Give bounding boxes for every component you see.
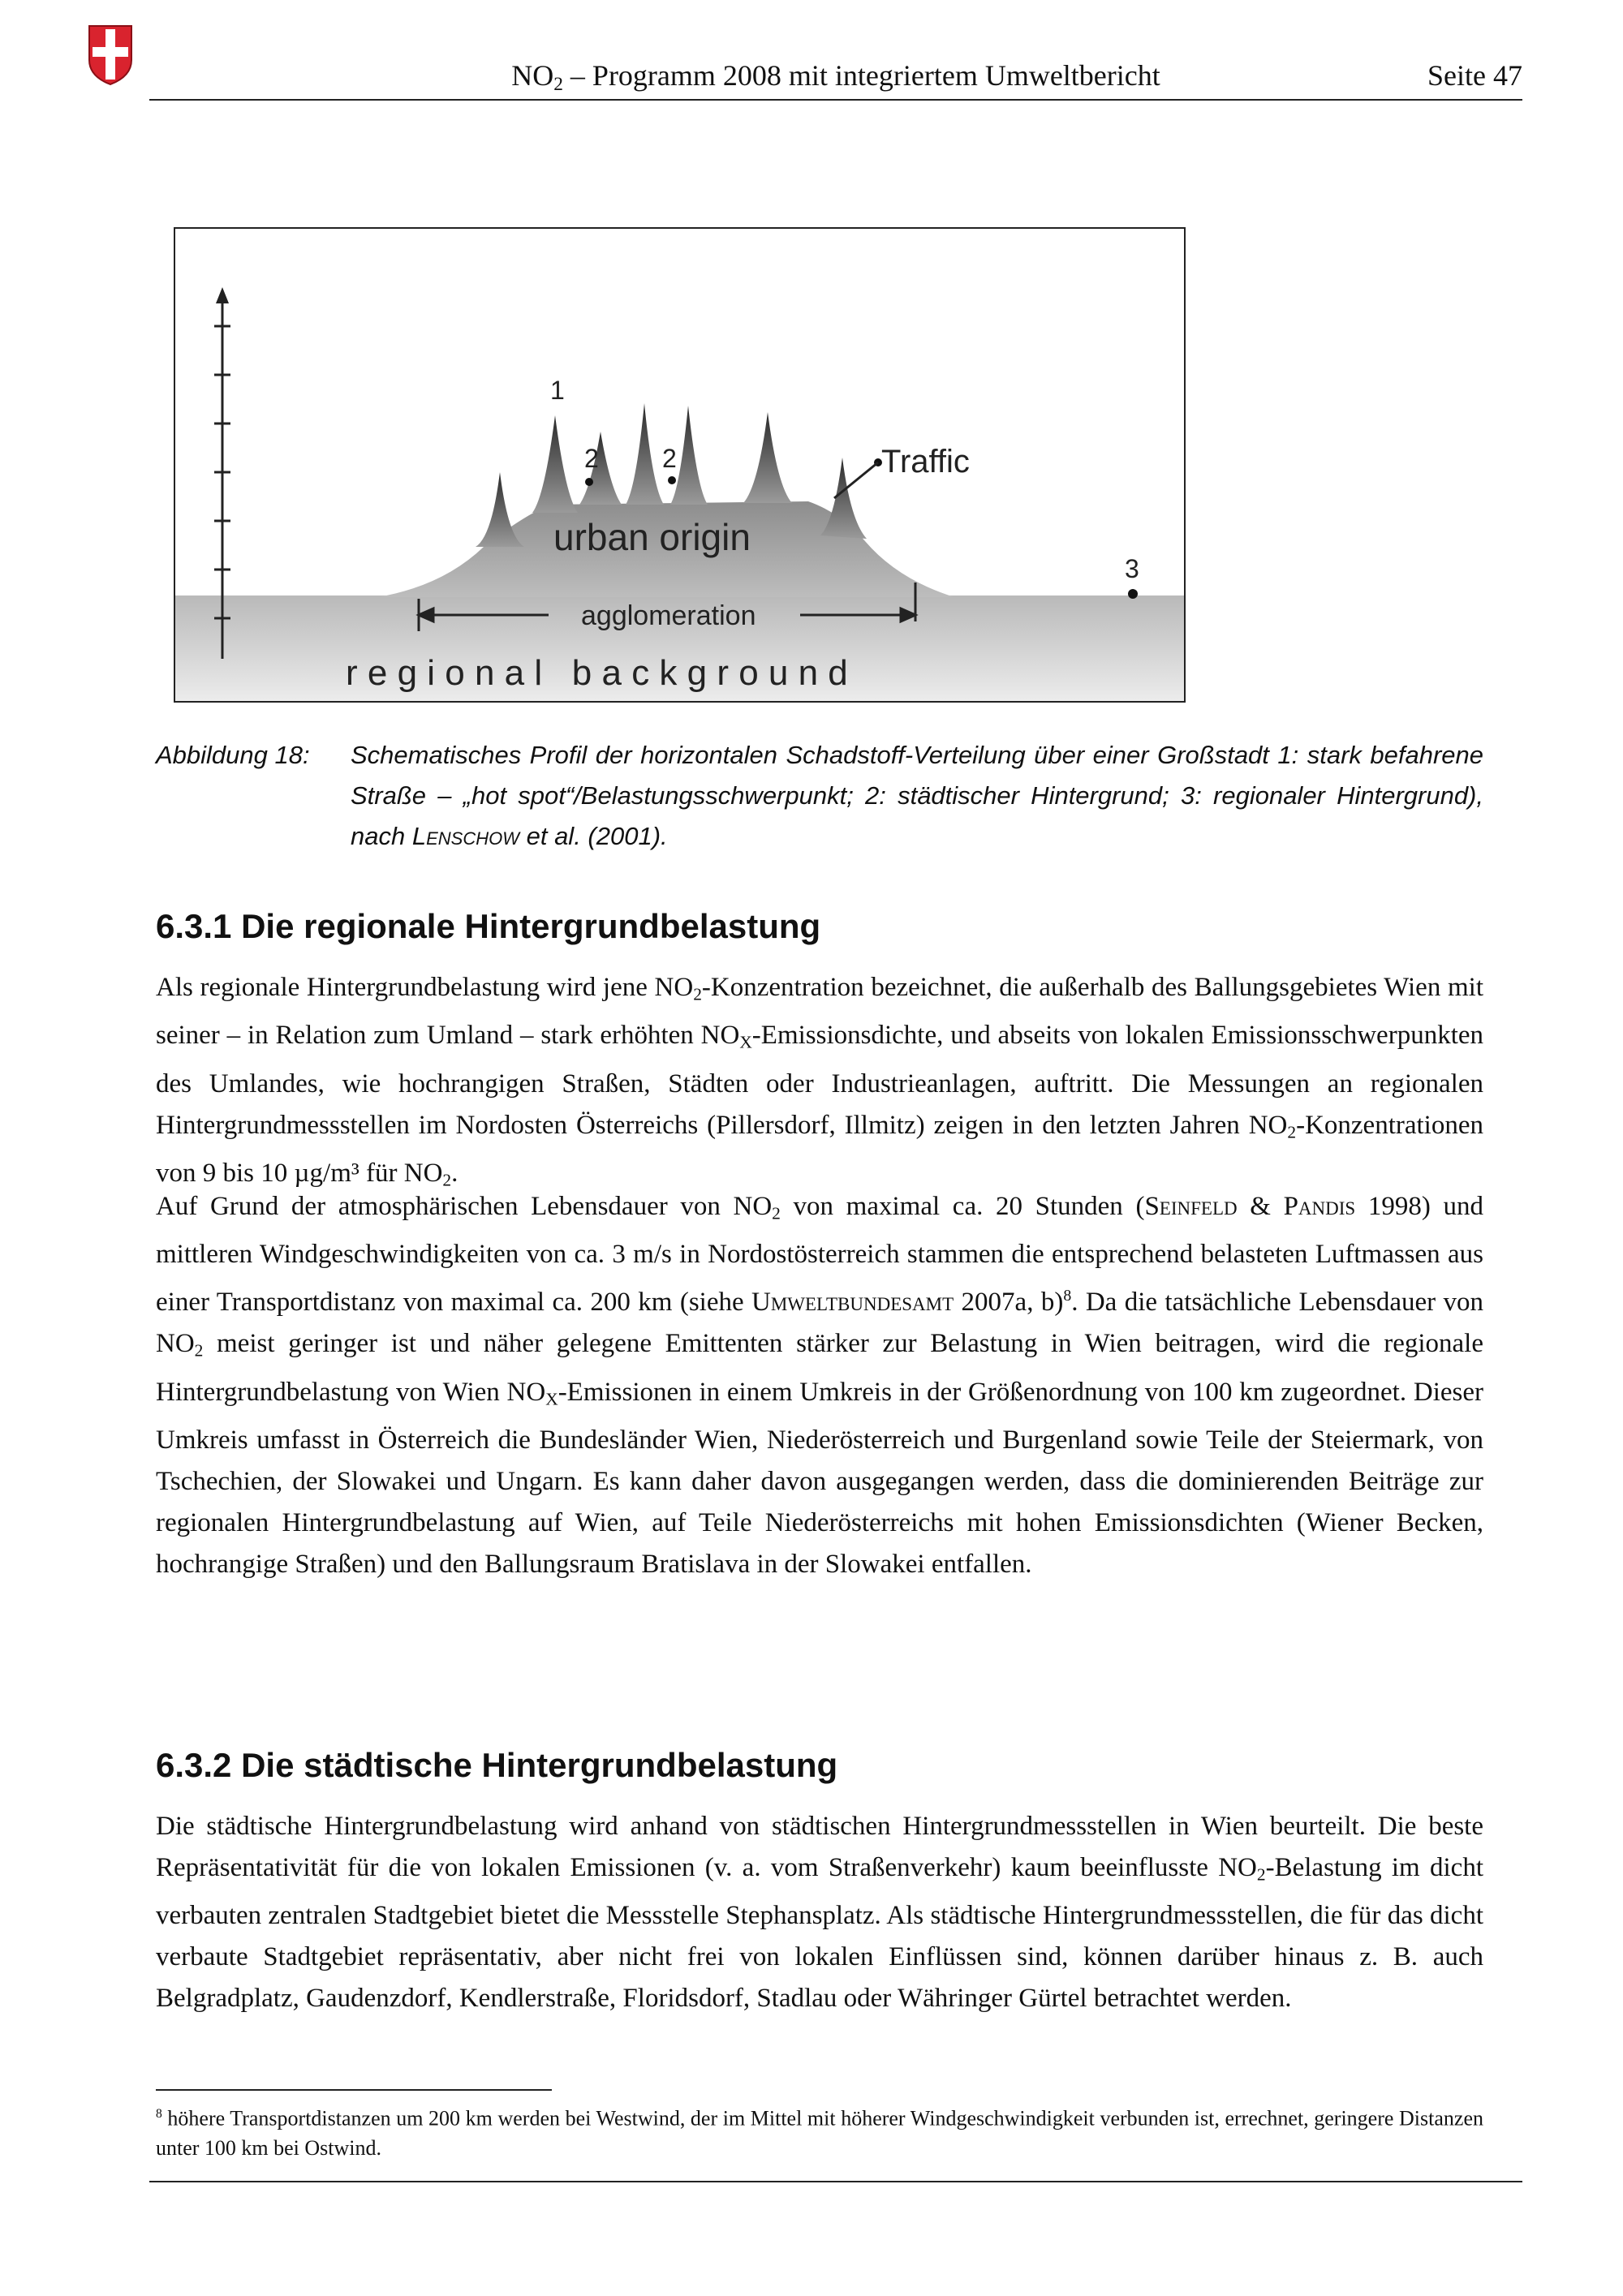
page-bottom-rule <box>149 2181 1522 2182</box>
page-header <box>149 50 1522 101</box>
label-traffic: Traffic <box>881 444 970 479</box>
caption-text: Schematisches Profil der horizontalen Schadstoff-Verteilung über einer Großstadt 1: stark befahrene Straße – „hot spot“/Belastungsschwerpunkt; 2: städtischer Hintergrund; 3: regionaler Hintergrund), nach Lenschow et al. (2001). <box>351 741 1483 850</box>
footnote-separator <box>156 2089 552 2091</box>
paragraph-urban-1: Die städtische Hintergrundbelastung wird anhand von städtischen Hintergrundmessstellen in Wien beurteilt. Die beste Repräsentativität für die von lokalen Emissionen (v. a. vom Straßenverkehr) kaum beeinflusste $NO_2$-Belastung im dicht verbauten zentralen Stadtgebiet bietet die Messstelle Stephansplatz. Als städtische Hintergrundmessstellen, die für das dicht verbaute Stadtgebiet repräsentativ, aber nicht frei von lokalen Einflüssen sind, können darüber hinaus z. B. auch Belgradplatz, Gaudenzdorf, Kendlerstraße, Floridsdorf, Stadlau oder Währinger Gürtel betrachtet werden. <box>156 1812 1483 2014</box>
page-number: Seite 47 <box>1427 59 1522 92</box>
label-2-second: 2 <box>662 444 677 473</box>
label-regional-background: r e g i o n a l b a c k g r o u n d <box>346 653 848 693</box>
label-3: 3 <box>1125 554 1139 583</box>
pollution-profile-figure <box>174 227 1186 703</box>
footnote: $^8$ höhere Transportdistanzen um 200 km werden bei Westwind, der im Mittel mit höherer Windgeschwindigkeit verbunden ist, errechnet, geringere Distanzen unter 100 km bei Ostwind. <box>156 2106 1483 2160</box>
vienna-coat-of-arms-logo <box>88 24 133 86</box>
paragraph-regional-1: Als regionale Hintergrundbelastung wird jene $NO_2$-Konzentration bezeichnet, die außerhalb des Ballungsgebietes Wien mit seiner – in Relation zum Umland – stark erhöhten $NO_X$-Emissionsdichte, und abseits von lokalen Emissionsschwerpunkten des Umlandes, wie hochrangigen Straßen, Städten oder Industrieanlagen, auftritt. Die Messungen an regionalen Hintergrundmessstellen im Nordosten Österreichs (Pillersdorf, Illmitz) zeigen in den letzten Jahren $NO_2$-Konzentrationen von 9 bis 10 µg/m³ für $NO_2$. <box>156 973 1484 1190</box>
footnote-ref: 8 <box>1063 1287 1072 1305</box>
section-heading-regional: 6.3.1 Die regionale Hintergrundbelastung <box>156 907 821 945</box>
caption-label: Abbildung 18: <box>156 741 310 769</box>
label-1: 1 <box>550 376 565 405</box>
header-title: $NO_2$ – Programm 2008 mit integriertem Umweltbericht <box>511 59 1160 95</box>
label-urban-origin: urban origin <box>553 516 751 558</box>
axis-arrow-icon <box>216 287 229 303</box>
profile-diagram <box>175 229 1184 701</box>
label-2-first: 2 <box>584 444 599 473</box>
paragraph-regional-2: Auf Grund der atmosphärischen Lebensdauer von $NO_2$ von maximal ca. 20 Stunden (Seinfeld & Pandis 1998) und mittleren Windgeschwindigkeiten von ca. 3 m/s in Nordostösterreich stammen die entsprechend belasteten Luftmassen aus einer Transportdistanz von maximal ca. 200 km (siehe Umweltbundesamt 2007a, b)$^8$. Da die tatsächliche Lebensdauer von $NO_2$ meist geringer ist und näher gelegene Emittenten stärker zur Belastung in Wien beitragen, wird die regionale Hintergrundbelastung von Wien $NO_X$-Emissionen in einem Umkreis in der Größenordnung von 100 km zugeordnet. Dieser Umkreis umfasst in Österreich die Bundesländer Wien, Niederösterreich und Burgenland sowie Teile der Steiermark, von Tschechien, der Slowakei und Ungarn. Es kann daher davon ausgegangen werden, dass die dominierenden Beiträge zur regionalen Hintergrundbelastung auf Wien, auf Teile Niederösterreichs mit hohen Emissionsdichten (Wiener Becken, hochrangige Straßen) und den Ballungsraum Bratislava in der Slowakei entfallen. <box>156 1192 1484 1580</box>
footnote-number: 8 <box>156 2107 162 2121</box>
section-heading-urban: 6.3.2 Die städtische Hintergrundbelastung <box>156 1746 838 1784</box>
label-agglomeration: agglomeration <box>581 600 756 631</box>
